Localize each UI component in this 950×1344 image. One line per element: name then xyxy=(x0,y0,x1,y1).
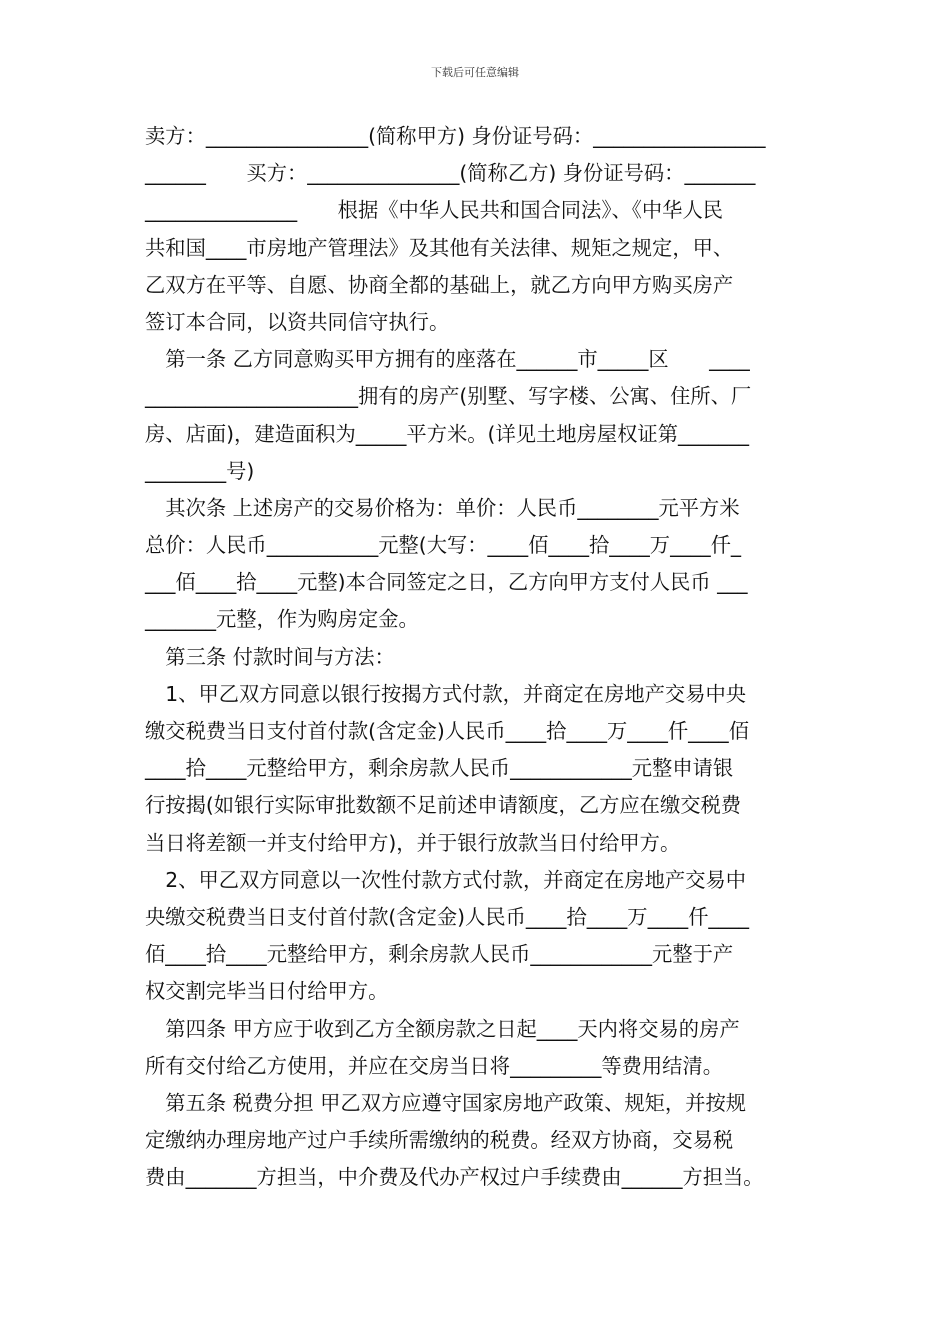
text-line: 当日将差额一并支付给甲方)，并于银行放款当日付给甲方。 xyxy=(145,830,681,855)
text-line: 定缴纳办理房地产过户手续所需缴纳的税费。经双方协商，交易税 xyxy=(145,1128,734,1153)
text-line: 1、甲乙双方同意以银行按揭方式付款，并商定在房地产交易中央 xyxy=(145,681,747,706)
contract-body xyxy=(145,118,815,1196)
text-line: 佰____拾____元整给甲方，剩余房款人民币____________元整于产 xyxy=(145,942,734,967)
text-line: _______________ 根据《中华人民共和国合同法》、《中华人民 xyxy=(145,198,724,223)
text-line: 乙双方在平等、自愿、协商全都的基础上，就乙方向甲方购买房产 xyxy=(145,272,734,297)
text-line: 所有交付给乙方使用，并应在交房当日将_________等费用结清。 xyxy=(145,1053,724,1078)
text-line: ______ 买方：_______________(简称乙方) 身份证号码：_______ xyxy=(145,161,756,186)
text-line: ____拾____元整给甲方，剩余房款人民币____________元整申请银 xyxy=(145,756,734,781)
text-line: ________号) xyxy=(145,458,255,483)
text-line: 第五条 税费分担 甲乙双方应遵守国家房地产政策、规矩，并按规 xyxy=(145,1090,747,1115)
text-line: 行按揭(如银行实际审批数额不足前述申请额度，乙方应在缴交税费 xyxy=(145,793,742,818)
text-line: 央缴交税费当日支付首付款(含定金)人民币____拾____万____仟____ xyxy=(145,904,749,929)
text-line: 其次条 上述房产的交易价格为：单价：人民币________元平方米 xyxy=(145,495,740,520)
text-line: 权交割完毕当日付给甲方。 xyxy=(145,979,389,1004)
text-line: ___佰____拾____元整)本合同签定之日，乙方向甲方支付人民币 ___ xyxy=(145,570,748,595)
text-line: 费由_______方担当，中介费及代办产权过户手续费由______方担当。 xyxy=(145,1165,764,1190)
text-line: 卖方：________________(简称甲方) 身份证号码：_________________ xyxy=(145,124,766,148)
text-line: 第四条 甲方应于收到乙方全额房款之日起____天内将交易的房产 xyxy=(145,1016,740,1041)
page-header: 下载后可任意编辑 xyxy=(431,66,519,79)
text-line: _____________________拥有的房产(别墅、写字楼、公寓、住所、厂 xyxy=(145,384,752,409)
text-line: _______元整，作为购房定金。 xyxy=(145,607,419,632)
text-line: 房、店面)，建造面积为_____平方米。(详见土地房屋权证第_______ xyxy=(145,421,749,446)
text-line: 缴交税费当日支付首付款(含定金)人民币____拾____万____仟____佰 xyxy=(145,719,749,743)
text-line: 签订本合同，以资共同信守执行。 xyxy=(145,309,450,334)
text-line: 总价：人民币___________元整(大写：____佰____拾____万____仟_ xyxy=(145,533,742,558)
text-line: 2、甲乙双方同意以一次性付款方式付款，并商定在房地产交易中 xyxy=(145,867,747,892)
text-line: 共和国____市房地产管理法》及其他有关法律、规矩之规定，甲、 xyxy=(145,235,734,260)
text-line: 第一条 乙方同意购买甲方拥有的座落在______市_____区 ____ xyxy=(145,347,750,372)
text-line: 第三条 付款时间与方法： xyxy=(145,644,395,669)
